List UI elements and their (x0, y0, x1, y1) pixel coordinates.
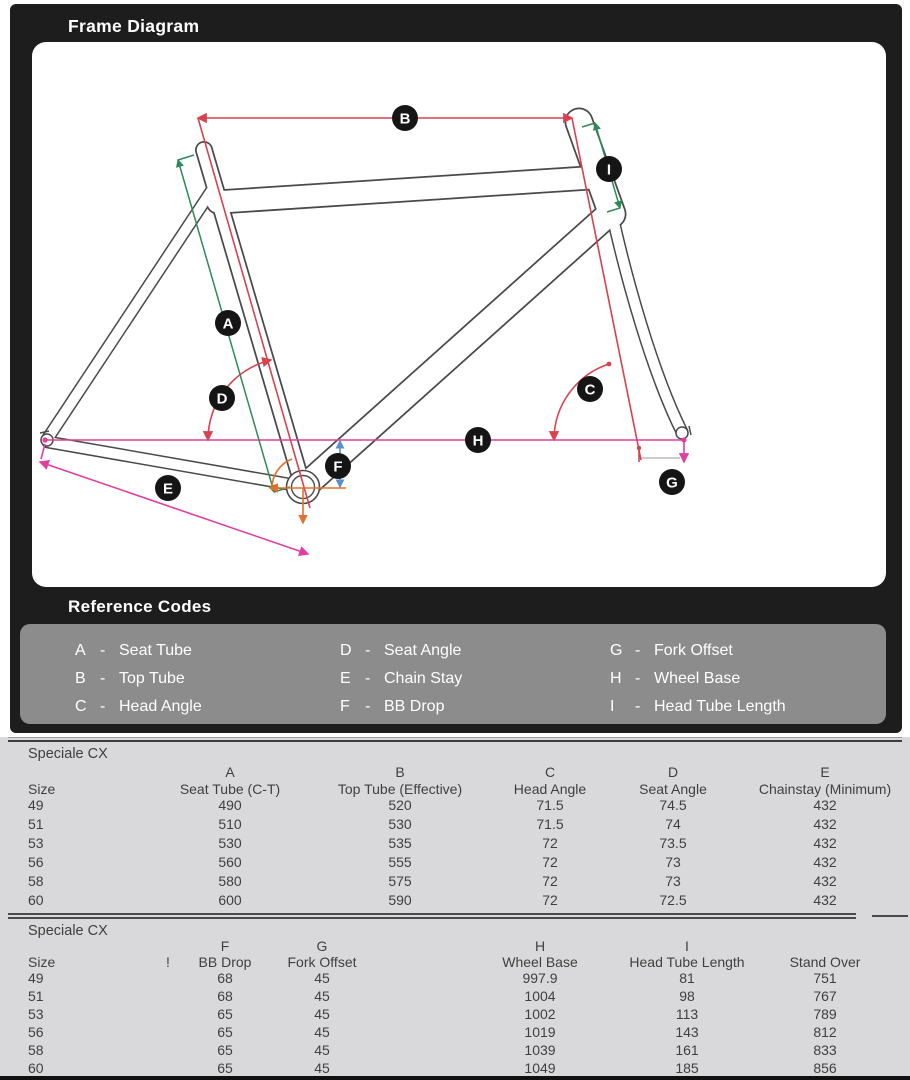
table-cell: 767 (813, 988, 837, 1004)
table-row (0, 1007, 910, 1025)
ref-separator: - (365, 670, 371, 687)
ref-code-fork-offset (610, 642, 733, 660)
table-cell: 68 (217, 970, 233, 986)
reference-codes-box (20, 624, 886, 724)
ref-label: Fork Offset (654, 642, 733, 659)
table-cell: 1002 (524, 1006, 556, 1022)
table-cell: 81 (679, 970, 695, 986)
diagram-label-badges (155, 105, 685, 501)
table2-header-row (0, 955, 910, 971)
table-row (0, 798, 910, 817)
svg-text:C: C (584, 381, 596, 399)
table-cell: 580 (218, 873, 242, 889)
svg-text:A: A (222, 315, 234, 333)
table-cell: 751 (813, 970, 837, 986)
col-header: BB Drop (198, 954, 252, 970)
table-cell: 72.5 (659, 892, 687, 908)
stray-mark: ! (166, 954, 170, 970)
ref-code-head-angle (75, 698, 202, 716)
table-top-highlight (8, 737, 902, 738)
table-row (0, 989, 910, 1007)
ref-separator: - (635, 670, 641, 687)
head-angle-dot (607, 362, 612, 367)
table-cell: 60 (28, 892, 44, 908)
fork-offset-dot (637, 446, 641, 450)
ref-separator: - (365, 642, 371, 659)
table-cell: 45 (314, 988, 330, 1004)
table-cell: 65 (217, 1006, 233, 1022)
table-row (0, 855, 910, 874)
badge-chain-stay (155, 475, 181, 501)
table-cell: 73.5 (659, 835, 687, 851)
table-cell: 73 (665, 873, 681, 889)
ref-label: Top Tube (119, 670, 185, 687)
table-cell: 72 (542, 892, 558, 908)
table-row (0, 1025, 910, 1043)
table-cell: 432 (813, 797, 837, 813)
badge-wheel-base (465, 427, 491, 453)
table2-letter-row (0, 939, 910, 955)
frame-diagram-panel (32, 42, 886, 587)
ref-letter: A (75, 642, 86, 659)
geometry-tables-section (0, 737, 910, 1076)
table-cell: 45 (314, 1060, 330, 1076)
divider-rule-bottom (8, 917, 856, 919)
table-cell: 432 (813, 873, 837, 889)
table-cell: 600 (218, 892, 242, 908)
table-cell: 56 (28, 1024, 44, 1040)
table-cell: 833 (813, 1042, 837, 1058)
badge-top-tube (392, 105, 418, 131)
col-header: Fork Offset (287, 954, 357, 970)
badge-head-tube-length (596, 156, 622, 182)
svg-text:B: B (399, 110, 411, 128)
table-cell: 530 (218, 835, 242, 851)
ref-separator: - (635, 642, 641, 659)
ref-letter: G (610, 642, 623, 659)
table-cell: 530 (388, 816, 412, 832)
ref-letter: D (340, 642, 352, 659)
table-cell: 1019 (524, 1024, 556, 1040)
table-cell: 45 (314, 1006, 330, 1022)
col-header: Seat Angle (639, 781, 707, 797)
ref-label: BB Drop (384, 698, 445, 715)
col-header: Stand Over (789, 954, 861, 970)
table-row (0, 817, 910, 836)
col-header: Seat Tube (C-T) (179, 781, 281, 797)
ref-code-top-tube (75, 670, 185, 688)
col-header: Wheel Base (502, 954, 578, 970)
svg-text:G: G (666, 474, 678, 492)
table-cell: 74.5 (659, 797, 687, 813)
col-header: Chainstay (Minimum) (758, 781, 892, 797)
table-cell: 65 (217, 1042, 233, 1058)
rear-axle-dot (42, 437, 47, 442)
table-cell: 65 (217, 1024, 233, 1040)
table-cell: 72 (542, 835, 558, 851)
table1-model-title: Speciale CX (28, 746, 108, 762)
ref-separator: - (635, 698, 641, 715)
table-cell: 997.9 (522, 970, 558, 986)
reference-codes-title: Reference Codes (68, 597, 212, 616)
table-cell: 74 (665, 816, 681, 832)
table-cell: 58 (28, 873, 44, 889)
table-cell: 45 (314, 1042, 330, 1058)
table-cell: 535 (388, 835, 412, 851)
table-cell: 432 (813, 835, 837, 851)
col-letter: B (395, 764, 405, 780)
table1-letter-row (0, 765, 910, 781)
table-cell: 65 (217, 1060, 233, 1076)
table-cell: 60 (28, 1060, 44, 1076)
table-cell: 432 (813, 892, 837, 908)
ref-letter: F (340, 698, 350, 715)
ref-letter: I (610, 698, 615, 715)
table1-header-row (0, 782, 910, 798)
col-header: Top Tube (Effective) (337, 781, 463, 797)
col-letter: A (225, 764, 235, 780)
table-cell: 51 (28, 988, 44, 1004)
table-row (0, 874, 910, 893)
svg-text:E: E (162, 480, 174, 498)
front-dropout (676, 426, 691, 439)
svg-text:F: F (333, 458, 343, 476)
table-cell: 1039 (524, 1042, 556, 1058)
table-cell: 72 (542, 873, 558, 889)
badge-fork-offset (659, 469, 685, 495)
table-row (0, 893, 910, 912)
ref-label: Chain Stay (384, 670, 463, 687)
col-header: Head Tube Length (629, 954, 745, 970)
table-cell: 432 (813, 854, 837, 870)
ref-separator: - (365, 698, 371, 715)
table-cell: 53 (28, 1006, 44, 1022)
table-row (0, 971, 910, 989)
col-header: Size (28, 781, 56, 797)
table-cell: 520 (388, 797, 412, 813)
svg-text:H: H (472, 432, 484, 450)
svg-text:D: D (216, 390, 228, 408)
badge-seat-angle (209, 385, 235, 411)
table-cell: 72 (542, 854, 558, 870)
col-letter: I (685, 938, 689, 954)
ref-separator: - (100, 670, 106, 687)
ref-code-chain-stay (340, 670, 462, 688)
col-letter: F (220, 938, 230, 954)
table-cell: 73 (665, 854, 681, 870)
table-cell: 71.5 (536, 797, 564, 813)
ref-code-seat-angle (340, 642, 461, 660)
table-cell: 113 (675, 1006, 699, 1022)
table-cell: 49 (28, 797, 44, 813)
ref-label: Head Angle (119, 698, 202, 715)
table-cell: 58 (28, 1042, 44, 1058)
bike-frame-diagram (32, 42, 886, 587)
bottom-bar (0, 1076, 910, 1080)
ref-separator: - (100, 642, 106, 659)
col-header: Size (28, 954, 56, 970)
ref-separator: - (100, 698, 106, 715)
table-cell: 555 (388, 854, 412, 870)
col-letter: G (316, 938, 328, 954)
col-letter: D (667, 764, 679, 780)
table-cell: 812 (813, 1024, 837, 1040)
diagram-section (10, 4, 902, 733)
table-cell: 856 (813, 1060, 837, 1076)
frame-diagram-title: Frame Diagram (68, 16, 200, 36)
col-letter: C (544, 764, 556, 780)
table-cell: 56 (28, 854, 44, 870)
table-cell: 71.5 (536, 816, 564, 832)
divider-rule-dash (872, 915, 908, 917)
ref-code-head-tube-length (610, 698, 786, 716)
table-cell: 575 (388, 873, 412, 889)
ref-code-bb-drop (340, 698, 444, 716)
table-cell: 490 (218, 797, 242, 813)
ref-label: Seat Tube (119, 642, 192, 659)
ref-letter: B (75, 670, 86, 687)
table-cell: 45 (314, 970, 330, 986)
table-cell: 143 (675, 1024, 699, 1040)
badge-seat-tube (215, 310, 241, 336)
table-cell: 510 (218, 816, 242, 832)
table-cell: 1004 (524, 988, 556, 1004)
table2-model-title: Speciale CX (28, 923, 108, 939)
table-cell: 68 (217, 988, 233, 1004)
table-cell: 185 (675, 1060, 699, 1076)
table-cell: 432 (813, 816, 837, 832)
ref-label: Seat Angle (384, 642, 462, 659)
svg-text:I: I (606, 161, 612, 179)
table-cell: 590 (388, 892, 412, 908)
front-axle-dot (681, 437, 686, 442)
table-cell: 161 (675, 1042, 699, 1058)
col-header: Head Angle (513, 781, 587, 797)
table-cell: 53 (28, 835, 44, 851)
table-cell: 45 (314, 1024, 330, 1040)
ref-letter: C (75, 698, 87, 715)
table-cell: 51 (28, 816, 44, 832)
table-cell: 789 (813, 1006, 837, 1022)
col-letter: E (820, 764, 830, 780)
table-cell: 98 (679, 988, 695, 1004)
ref-letter: E (340, 670, 351, 687)
ref-label: Head Tube Length (654, 698, 786, 715)
ref-code-seat-tube (75, 642, 192, 660)
table-row (0, 836, 910, 855)
table-cell: 1049 (524, 1060, 556, 1076)
table-cell: 560 (218, 854, 242, 870)
badge-bb-drop (325, 453, 351, 479)
ref-label: Wheel Base (654, 670, 741, 687)
ref-letter: H (610, 670, 622, 687)
table1-body (0, 798, 910, 912)
divider-rule-top (8, 913, 856, 915)
table2-body (0, 971, 910, 1079)
table-row (0, 1043, 910, 1061)
badge-head-angle (577, 376, 603, 402)
table-cell: 49 (28, 970, 44, 986)
ref-code-wheel-base (610, 670, 740, 688)
col-letter: H (534, 938, 546, 954)
table-top-rule (8, 740, 902, 742)
